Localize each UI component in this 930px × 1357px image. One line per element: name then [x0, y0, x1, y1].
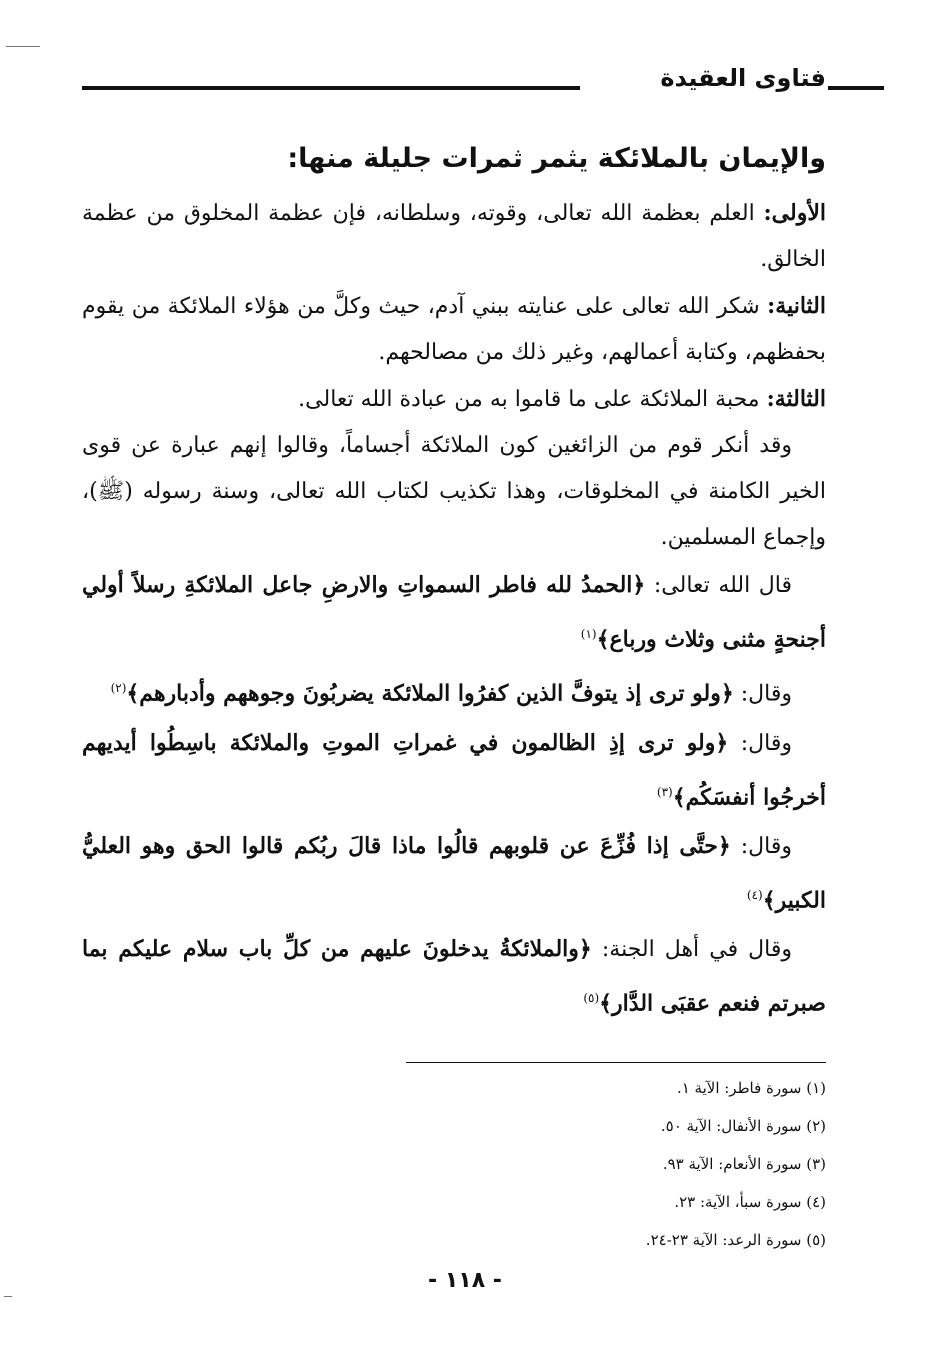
verse-paragraph — [82, 719, 826, 822]
footnote: (١) سورة فاطر: الآية ١. — [676, 1079, 826, 1097]
fruit-text: العلم بعظمة الله تعالى، وقوته، وسلطانه، فإن عظمة المخلوق من عظمة الخالق. — [82, 201, 826, 272]
book-title: فتاوى العقيدة — [660, 64, 826, 92]
footnote-marker: (٣) — [656, 784, 673, 799]
fruit-paragraph — [82, 283, 826, 376]
footnote: (٢) سورة الأنفال: الآية ٥٠. — [660, 1117, 826, 1135]
verse-intro: وقال: — [733, 681, 792, 707]
footnote: (٣) سورة الأنعام: الآية ٩٣. — [662, 1155, 826, 1173]
quran-verse: ﴿حتَّى إذا فُزِّعَ عن قلوبهم قالُوا ماذا قالَ ربُكم قالوا الحق وهو العليُّ الكبير﴾ — [82, 832, 826, 914]
verse-paragraph — [82, 822, 826, 925]
page-body — [82, 130, 826, 1029]
fruit-paragraph — [82, 190, 826, 283]
running-header — [82, 62, 826, 102]
footnote-marker: (٢) — [110, 681, 127, 696]
scan-margin-mark — [6, 46, 40, 47]
fruit-paragraph — [82, 376, 826, 423]
denial-paragraph: وقد أنكر قوم من الزائغين كون الملائكة أجساماً، وقالوا إنهم عبارة عن قوى الخير الكامنة في المخلوقات، وهذا تكذيب لكتاب الله تعالى، وسنة رسوله (ﷺ)، وإجماع المسلمين. — [82, 433, 826, 550]
section-heading: والإيمان بالملائكة يثمر ثمرات جليلة منها: — [287, 143, 826, 174]
header-rule — [828, 86, 884, 90]
quran-verse: ﴿الحمدُ لله فاطر السمواتِ والارضِ جاعل الملائكةِ رسلاً أولي أجنحةٍ مثنى وثلاث ورباع﴾ — [82, 572, 826, 653]
verse-paragraph — [82, 925, 826, 1028]
fruit-text: شكر الله تعالى على عنايته ببني آدم، حيث وكلَّ من هؤلاء الملائكة من يقوم بحفظهم، وكتابة أعمالهم، وغير ذلك من مصالحهم. — [82, 294, 826, 365]
fruit-lead: الأولى: — [763, 200, 826, 226]
footnote: (٤) سورة سبأ، الآية: ٢٣. — [674, 1193, 826, 1211]
verse-paragraph — [82, 664, 826, 718]
fruit-lead: الثانية: — [767, 293, 826, 319]
quran-verse: ﴿والملائكةُ يدخلونَ عليهم من كلِّ باب سلام عليكم بما صبرتم فنعم عقبَى الدَّار﴾ — [82, 936, 826, 1017]
quran-verse: ﴿ولو ترى إذ يتوفَّ الذين كفرُوا الملائكة يضربُونَ وجوههم وأدبارهم﴾ — [126, 680, 734, 707]
footnote: (٥) سورة الرعد: الآية ٢٣-٢٤. — [645, 1231, 826, 1249]
quran-verse: ﴿ولو ترى إذِ الظالمون في غمراتِ الموتِ والملائكة باسِطُوا أيديهم أخرجُوا أنفسَكُم﴾ — [82, 729, 826, 810]
footnote-marker: (٤) — [746, 887, 763, 902]
verse-intro: قال الله تعالى: — [645, 573, 792, 598]
footnotes — [406, 1062, 826, 1259]
footnote-marker: (١) — [580, 627, 597, 641]
scan-margin-mark — [4, 1296, 12, 1297]
header-rule — [82, 86, 580, 90]
verse-paragraph — [82, 561, 826, 664]
verse-intro: وقال: — [728, 730, 793, 756]
fruit-text: محبة الملائكة على ما قاموا به من عبادة الله تعالى. — [298, 387, 767, 412]
verse-intro: وقال: — [730, 833, 792, 859]
page-number: - ١١٨ - — [428, 1268, 502, 1293]
fruit-lead: الثالثة: — [766, 386, 826, 412]
verse-intro: وقال في أهل الجنة: — [591, 937, 792, 963]
footnote-marker: (٥) — [583, 991, 600, 1006]
